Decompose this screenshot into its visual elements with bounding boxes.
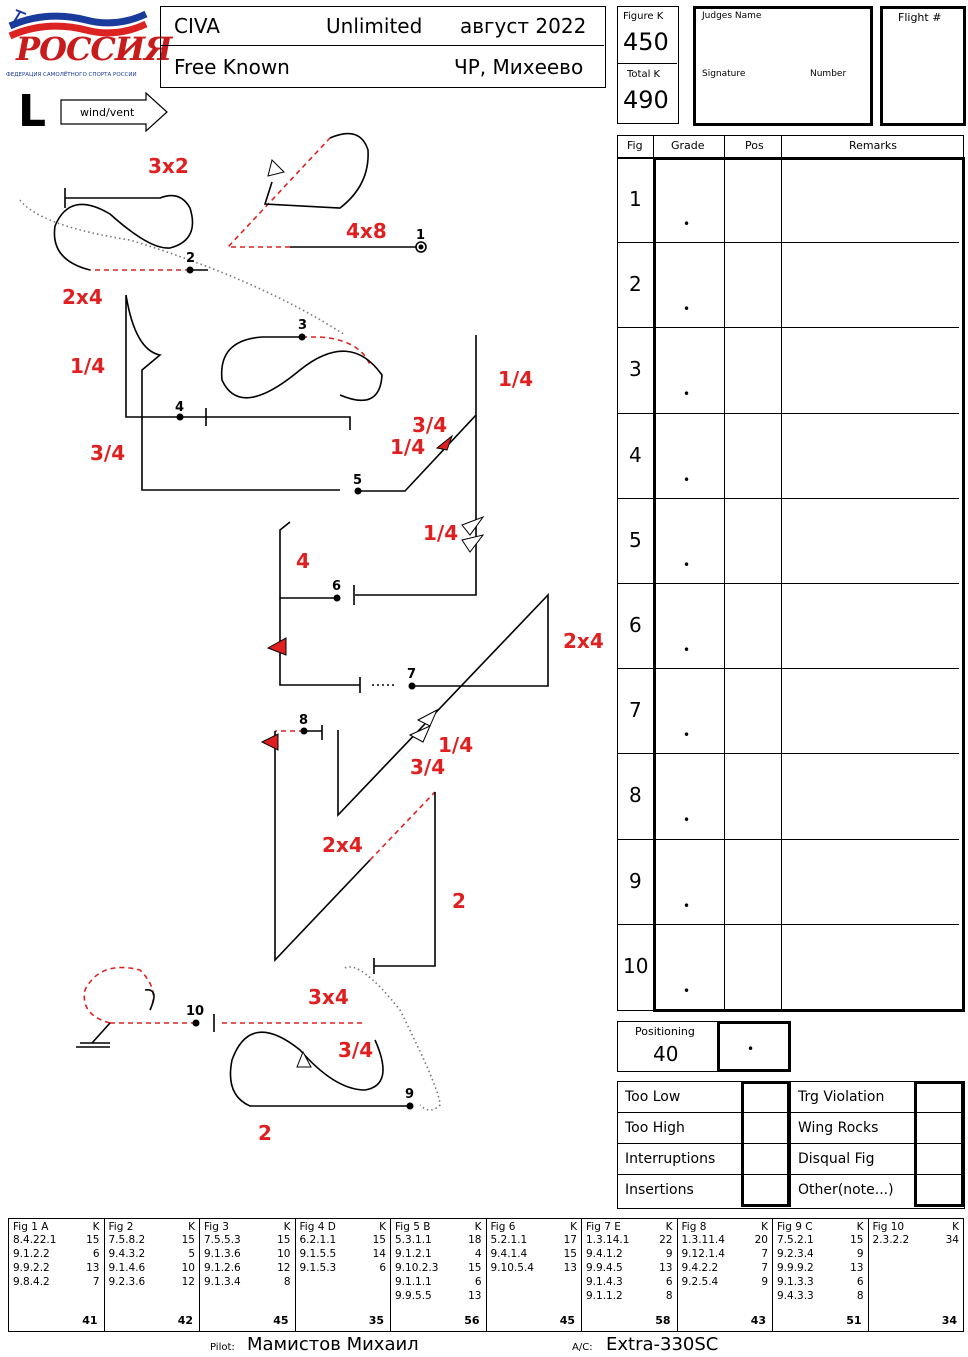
grade-row-number: 7	[629, 698, 642, 723]
k-header: K	[952, 1221, 959, 1233]
k-value: 13	[86, 1262, 100, 1274]
grade-header-grade: Grade	[671, 139, 705, 152]
grade-dot: •	[683, 898, 691, 913]
logo-text: РОССИЯ	[16, 30, 172, 68]
k-header: K	[570, 1221, 577, 1233]
k-header: K	[761, 1221, 768, 1233]
category: Unlimited	[326, 14, 423, 38]
k-catalog-number: 9.9.2.2	[13, 1262, 50, 1274]
k-value: 13	[659, 1262, 673, 1274]
k-total: 58	[655, 1314, 671, 1327]
k-catalog-number: 2.3.2.2	[872, 1234, 910, 1246]
fig-number-2: 2	[186, 251, 196, 266]
k-value: 34	[945, 1234, 959, 1246]
k-header: K	[283, 1221, 291, 1233]
k-catalog-number: 7.5.2.1	[777, 1234, 814, 1246]
judge-name-label: Judges Name	[702, 11, 762, 21]
k-catalog-number: 9.4.1.2	[586, 1248, 623, 1260]
fig-number-8: 8	[299, 713, 309, 728]
fig-number-6: 6	[332, 579, 342, 594]
k-fig-title: Fig 9 C	[777, 1221, 813, 1233]
fig1-dashed	[228, 138, 330, 247]
k-catalog-number: 9.1.1.1	[395, 1276, 432, 1288]
k-fig-title: Fig 6	[490, 1221, 516, 1233]
fig-number-4: 4	[175, 400, 185, 415]
k-catalog-number: 5.3.1.1	[395, 1234, 432, 1246]
check-label-left: Insertions	[625, 1182, 694, 1198]
label-3-4-c: 3/4	[410, 755, 446, 779]
label-2x4-b: 2x4	[563, 629, 604, 653]
k-total: 45	[273, 1314, 289, 1327]
k-value: 7	[92, 1276, 100, 1288]
k-value: 10	[277, 1248, 291, 1260]
grade-row-number: 8	[629, 783, 642, 808]
fig-number-9: 9	[405, 1087, 415, 1102]
positioning-value: 40	[653, 1042, 679, 1066]
k-value: 13	[563, 1262, 577, 1274]
grade-dot: •	[683, 643, 691, 657]
k-value: 6	[474, 1276, 482, 1288]
k-value: 15	[468, 1262, 482, 1274]
k-catalog-number: 9.4.3.2	[108, 1248, 146, 1260]
k-catalog-number: 9.1.2.1	[395, 1248, 432, 1260]
pilot-name: Мамистов Михаил	[247, 1334, 419, 1355]
figure-k-label: Figure K	[623, 11, 664, 22]
date: август 2022	[460, 14, 587, 38]
total-k-label: Total K	[627, 69, 661, 80]
k-column	[200, 1219, 296, 1331]
grade-table	[617, 135, 963, 1011]
logo	[6, 6, 172, 84]
check-label-left: Too Low	[625, 1089, 681, 1105]
event: ЧР, Михеево	[454, 55, 584, 79]
k-catalog-number: 9.1.2.2	[13, 1248, 50, 1260]
k-value: 4	[474, 1248, 482, 1260]
k-catalog-number: 9.10.5.4	[490, 1262, 534, 1274]
fig-number-1: 1	[416, 228, 426, 243]
k-catalog-number: 9.4.3.3	[777, 1290, 814, 1302]
k-header: K	[856, 1221, 864, 1233]
label-3-4-a: 3/4	[90, 441, 126, 465]
k-value: 18	[468, 1234, 482, 1246]
k-value: 12	[277, 1262, 291, 1274]
k-catalog-number: 9.2.5.4	[681, 1276, 719, 1288]
fig-markers	[177, 242, 427, 1110]
aircraft: Extra-330SC	[606, 1334, 719, 1355]
positioning-dot: •	[747, 1042, 755, 1056]
check-label-right: Other(note...)	[798, 1182, 894, 1198]
label-2-b: 2	[258, 1121, 272, 1145]
k-fig-title: Fig 8	[681, 1221, 707, 1233]
k-value: 20	[754, 1234, 768, 1246]
judge-box	[693, 6, 873, 126]
grade-row-number: 10	[623, 953, 649, 978]
k-catalog-number: 8.4.22.1	[13, 1234, 57, 1246]
check-label-right: Wing Rocks	[798, 1120, 879, 1136]
grade-row-number: 5	[629, 527, 642, 552]
k-catalog-number: 5.2.1.1	[490, 1234, 528, 1246]
k-catalog-number: 9.9.4.5	[586, 1262, 623, 1274]
k-catalog-number: 6.2.1.1	[299, 1234, 337, 1246]
label-4: 4	[296, 549, 310, 573]
check-label-left: Too High	[625, 1120, 685, 1136]
grade-row-number: 1	[629, 187, 642, 211]
k-fig-title: Fig 1 A	[13, 1221, 49, 1233]
aresti-diagram	[0, 130, 615, 1210]
k-catalog-number: 9.9.9.2	[777, 1262, 814, 1274]
k-total: 43	[750, 1314, 766, 1327]
figure-k-value: 450	[623, 28, 669, 56]
k-table	[8, 1218, 964, 1332]
k-fig-title: Fig 5 B	[395, 1221, 431, 1233]
grade-row-number: 3	[629, 357, 642, 382]
label-2x4-a: 2x4	[62, 285, 103, 309]
k-catalog-number: 9.1.3.4	[204, 1276, 241, 1288]
k-value: 13	[468, 1290, 482, 1302]
check-label-right: Disqual Fig	[798, 1151, 875, 1167]
k-catalog-number: 9.1.3.3	[777, 1276, 814, 1288]
k-value: 15	[277, 1234, 291, 1246]
k-value: 6	[665, 1276, 673, 1288]
k-header: K	[92, 1221, 100, 1233]
k-value: 5	[188, 1248, 195, 1260]
k-total: 41	[82, 1314, 98, 1327]
k-catalog-number: 9.1.3.6	[204, 1248, 241, 1260]
total-k-value: 490	[623, 86, 669, 114]
k-catalog-number: 1.3.11.4	[681, 1234, 725, 1246]
k-total: 51	[846, 1314, 862, 1327]
k-fig-title: Fig 7 E	[586, 1221, 621, 1233]
k-header: K	[474, 1221, 482, 1233]
label-1-4-e: 1/4	[438, 733, 474, 757]
grade-dot: •	[683, 813, 691, 828]
k-value: 17	[563, 1234, 577, 1246]
grade-dot: •	[683, 217, 691, 231]
logo-subtitle: ФЕДЕРАЦИЯ САМОЛЁТНОГО СПОРТА РОССИИ	[6, 72, 137, 78]
k-fig-title: Fig 3	[204, 1221, 229, 1233]
k-value: 8	[665, 1290, 673, 1302]
k-column	[391, 1219, 487, 1331]
k-value: 6	[379, 1262, 386, 1274]
k-value: 15	[181, 1234, 195, 1246]
k-value: 13	[850, 1262, 864, 1274]
pilot-label: Pilot:	[210, 1342, 235, 1353]
k-catalog-number: 9.4.2.2	[681, 1262, 719, 1274]
k-column	[9, 1219, 105, 1331]
org: CIVA	[174, 14, 220, 38]
k-value: 14	[372, 1248, 386, 1260]
k-value: 9	[761, 1276, 768, 1288]
grade-row-number: 4	[629, 442, 642, 467]
k-header: K	[665, 1221, 673, 1233]
grade-dot: •	[683, 387, 691, 402]
k-value: 8	[856, 1290, 864, 1302]
k-value: 22	[659, 1234, 673, 1246]
grade-row-number: 9	[629, 868, 642, 893]
grade-header-fig: Fig	[627, 139, 643, 152]
k-value: 6	[856, 1276, 864, 1288]
k-value: 15	[86, 1234, 100, 1246]
k-catalog-number: 9.1.5.5	[299, 1248, 337, 1260]
aircraft-label: A/C:	[572, 1342, 593, 1353]
grade-dot: •	[683, 472, 691, 487]
k-value: 7	[761, 1262, 768, 1274]
k-catalog-number: 9.1.4.3	[586, 1276, 623, 1288]
k-column	[869, 1219, 964, 1331]
label-2x4-c: 2x4	[322, 833, 363, 857]
grade-dot: •	[683, 728, 691, 743]
label-1-4-b: 1/4	[498, 367, 534, 391]
grade-header-pos: Pos	[745, 139, 764, 152]
k-catalog-number: 9.1.2.6	[204, 1262, 241, 1274]
k-catalog-number: 7.5.8.2	[108, 1234, 146, 1246]
k-catalog-number: 9.12.1.4	[681, 1248, 725, 1260]
label-3x4: 3x4	[308, 985, 349, 1009]
k-catalog-number: 7.5.5.3	[204, 1234, 241, 1246]
k-fig-title: Fig 10	[872, 1221, 905, 1233]
k-column	[487, 1219, 583, 1331]
grade-dot: •	[683, 983, 691, 998]
label-1-4-c: 1/4	[390, 435, 426, 459]
k-value: 7	[761, 1248, 768, 1260]
wind-label: wind/vent	[80, 106, 135, 119]
k-value: 6	[92, 1248, 100, 1260]
k-catalog-number: 9.4.1.4	[490, 1248, 528, 1260]
k-header: K	[188, 1221, 195, 1233]
fig-number-10: 10	[186, 1004, 205, 1019]
check-label-right: Trg Violation	[798, 1089, 885, 1105]
label-3-4-d: 3/4	[338, 1038, 374, 1062]
label-1-4-a: 1/4	[70, 354, 106, 378]
direction-letter: L	[18, 86, 47, 137]
label-4x8: 4x8	[346, 219, 387, 243]
fig-number-5: 5	[353, 473, 363, 488]
k-total: 34	[941, 1314, 957, 1327]
k-total: 56	[464, 1314, 480, 1327]
k-fig-title: Fig 4 D	[299, 1221, 336, 1233]
k-catalog-number: 9.1.5.3	[299, 1262, 337, 1274]
k-catalog-number: 9.2.3.4	[777, 1248, 814, 1260]
k-catalog-number: 9.9.5.5	[395, 1290, 432, 1302]
k-catalog-number: 1.3.14.1	[586, 1234, 630, 1246]
k-catalog-number: 9.2.3.6	[108, 1276, 146, 1288]
flight-label: Flight #	[898, 11, 942, 24]
label-3x2: 3x2	[148, 154, 189, 178]
programme: Free Known	[174, 55, 290, 79]
k-column	[296, 1219, 392, 1331]
label-3-4-b: 3/4	[412, 413, 448, 437]
k-total: 42	[177, 1314, 193, 1327]
k-catalog-number: 9.1.4.6	[108, 1262, 146, 1274]
grade-row-number: 6	[629, 613, 642, 637]
k-catalog-number: 9.1.1.2	[586, 1290, 623, 1302]
grade-row-number: 2	[629, 272, 642, 297]
check-label-left: Interruptions	[625, 1151, 716, 1167]
positioning-label: Positioning	[635, 1025, 695, 1038]
k-catalog-number: 9.10.2.3	[395, 1262, 439, 1274]
k-value: 12	[181, 1276, 195, 1288]
k-value: 9	[665, 1248, 673, 1260]
label-2: 2	[452, 889, 466, 913]
fig-number-7: 7	[407, 667, 417, 682]
k-value: 8	[283, 1276, 291, 1288]
k-value: 15	[850, 1234, 864, 1246]
label-1-4-d: 1/4	[423, 521, 459, 545]
number-label: Number	[810, 69, 847, 79]
signature-label: Signature	[702, 69, 746, 79]
grade-dot: •	[683, 302, 691, 317]
grade-header-remarks: Remarks	[849, 139, 897, 152]
k-column	[678, 1219, 774, 1331]
k-header: K	[379, 1221, 386, 1233]
k-value: 15	[563, 1248, 577, 1260]
k-catalog-number: 9.8.4.2	[13, 1276, 50, 1288]
flight-box	[880, 6, 966, 126]
k-total: 35	[368, 1314, 384, 1327]
k-total: 45	[559, 1314, 575, 1327]
k-value: 10	[181, 1262, 195, 1274]
k-column	[582, 1219, 678, 1331]
k-column	[773, 1219, 869, 1331]
k-column	[105, 1219, 201, 1331]
k-fig-title: Fig 2	[108, 1221, 134, 1233]
k-value: 9	[856, 1248, 864, 1260]
fig-number-3: 3	[298, 318, 308, 333]
k-value: 15	[372, 1234, 386, 1246]
grade-dot: •	[683, 557, 691, 572]
